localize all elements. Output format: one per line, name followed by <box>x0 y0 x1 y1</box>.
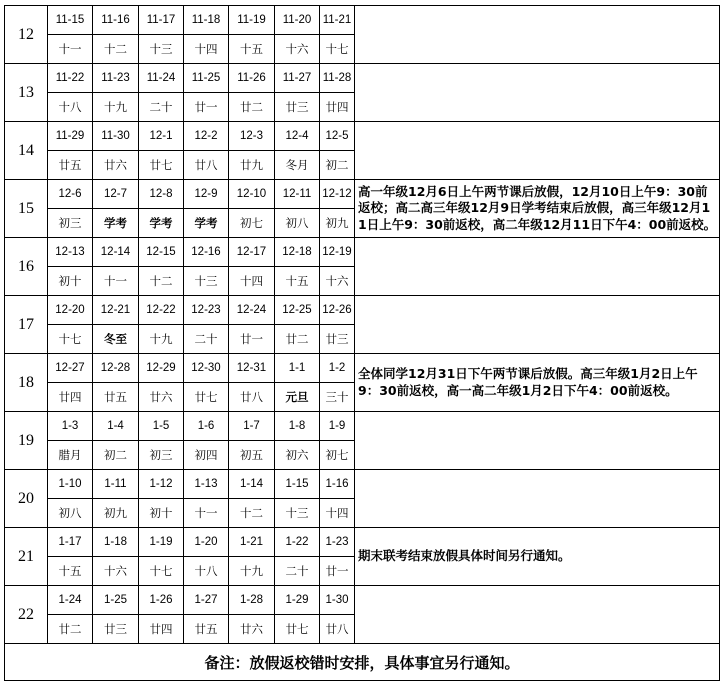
remark-cell <box>355 586 719 643</box>
remark-cell <box>355 296 719 353</box>
lunar-date-cell: 廿六 <box>139 383 183 411</box>
date-cell: 12-1 <box>139 122 183 150</box>
date-cell: 11-28 <box>320 64 354 92</box>
remark-cell: 全体同学12月31日下午两节课后放假。高三年级1月2日上午9：30前返校，高一高二年级1月2日下午4：00前返校。 <box>355 354 719 411</box>
lunar-date-cell: 十四 <box>320 499 354 527</box>
date-cell: 12-3 <box>229 122 274 150</box>
remark-cell <box>355 238 719 295</box>
date-cell: 12-5 <box>320 122 354 150</box>
remark-cell <box>355 122 719 179</box>
lunar-date-cell: 廿八 <box>229 383 274 411</box>
date-cell: 1-16 <box>320 470 354 498</box>
lunar-date-cell: 三十 <box>320 383 354 411</box>
lunar-date-cell: 初七 <box>320 441 354 469</box>
lunar-date-cell: 廿三 <box>275 93 319 121</box>
lunar-date-cell: 腊月 <box>48 441 92 469</box>
date-cell: 11-24 <box>139 64 183 92</box>
date-cell: 1-12 <box>139 470 183 498</box>
lunar-date-cell: 廿二 <box>48 615 92 643</box>
date-cell: 1-24 <box>48 586 92 614</box>
date-cell: 1-5 <box>139 412 183 440</box>
date-cell: 1-10 <box>48 470 92 498</box>
date-cell: 12-21 <box>93 296 138 324</box>
date-cell: 1-30 <box>320 586 354 614</box>
date-cell: 1-1 <box>275 354 319 382</box>
date-cell: 11-17 <box>139 6 183 34</box>
date-cell: 1-25 <box>93 586 138 614</box>
date-cell: 11-21 <box>320 6 354 34</box>
week-number: 21 <box>5 528 47 585</box>
lunar-date-cell: 初二 <box>93 441 138 469</box>
date-cell: 12-13 <box>48 238 92 266</box>
lunar-date-cell: 十一 <box>184 499 228 527</box>
date-cell: 1-13 <box>184 470 228 498</box>
lunar-date-cell: 初三 <box>139 441 183 469</box>
lunar-date-cell: 十九 <box>93 93 138 121</box>
lunar-date-cell: 十六 <box>93 557 138 585</box>
date-cell: 11-30 <box>93 122 138 150</box>
lunar-date-cell: 廿一 <box>320 557 354 585</box>
lunar-date-cell: 廿六 <box>229 615 274 643</box>
date-cell: 1-4 <box>93 412 138 440</box>
date-cell: 11-20 <box>275 6 319 34</box>
date-cell: 1-26 <box>139 586 183 614</box>
date-cell: 12-25 <box>275 296 319 324</box>
date-cell: 12-14 <box>93 238 138 266</box>
date-cell: 12-15 <box>139 238 183 266</box>
lunar-date-cell: 十七 <box>320 35 354 63</box>
date-cell: 1-11 <box>93 470 138 498</box>
date-cell: 1-9 <box>320 412 354 440</box>
date-cell: 11-18 <box>184 6 228 34</box>
lunar-date-cell: 初八 <box>275 209 319 237</box>
date-cell: 1-29 <box>275 586 319 614</box>
lunar-date-cell: 十三 <box>275 499 319 527</box>
lunar-date-cell: 二十 <box>275 557 319 585</box>
date-cell: 12-4 <box>275 122 319 150</box>
date-cell: 12-12 <box>320 180 354 208</box>
lunar-date-cell: 十七 <box>139 557 183 585</box>
lunar-date-cell: 学考 <box>139 209 183 237</box>
lunar-date-cell: 廿七 <box>275 615 319 643</box>
week-number: 19 <box>5 412 47 469</box>
date-cell: 11-26 <box>229 64 274 92</box>
date-cell: 12-27 <box>48 354 92 382</box>
lunar-date-cell: 十一 <box>48 35 92 63</box>
remark-cell <box>355 412 719 469</box>
lunar-date-cell: 廿八 <box>184 151 228 179</box>
date-cell: 1-19 <box>139 528 183 556</box>
lunar-date-cell: 初十 <box>48 267 92 295</box>
lunar-date-cell: 初二 <box>320 151 354 179</box>
date-cell: 11-29 <box>48 122 92 150</box>
remark-cell: 高一年级12月6日上午两节课后放假，12月10日上午9：30前返校；高二高三年级12月9日学考结束后放假，高三年级12月11日上午9：30前返校，高二年级12月11日下午4：00前返校。 <box>355 180 719 237</box>
lunar-date-cell: 十七 <box>48 325 92 353</box>
date-cell: 11-19 <box>229 6 274 34</box>
date-cell: 1-2 <box>320 354 354 382</box>
date-cell: 11-22 <box>48 64 92 92</box>
date-cell: 12-10 <box>229 180 274 208</box>
lunar-date-cell: 冬月 <box>275 151 319 179</box>
date-cell: 1-23 <box>320 528 354 556</box>
date-cell: 12-22 <box>139 296 183 324</box>
lunar-date-cell: 十八 <box>184 557 228 585</box>
lunar-date-cell: 廿五 <box>184 615 228 643</box>
date-cell: 12-23 <box>184 296 228 324</box>
lunar-date-cell: 十五 <box>229 35 274 63</box>
lunar-date-cell: 学考 <box>184 209 228 237</box>
lunar-date-cell: 廿五 <box>93 383 138 411</box>
lunar-date-cell: 十六 <box>320 267 354 295</box>
date-cell: 11-27 <box>275 64 319 92</box>
lunar-date-cell: 二十 <box>139 93 183 121</box>
lunar-date-cell: 廿七 <box>184 383 228 411</box>
lunar-date-cell: 廿四 <box>320 93 354 121</box>
lunar-date-cell: 十二 <box>139 267 183 295</box>
date-cell: 1-3 <box>48 412 92 440</box>
lunar-date-cell: 廿六 <box>93 151 138 179</box>
date-cell: 12-9 <box>184 180 228 208</box>
lunar-date-cell: 初四 <box>184 441 228 469</box>
date-cell: 12-28 <box>93 354 138 382</box>
date-cell: 12-2 <box>184 122 228 150</box>
date-cell: 12-24 <box>229 296 274 324</box>
date-cell: 12-31 <box>229 354 274 382</box>
date-cell: 12-11 <box>275 180 319 208</box>
date-cell: 12-29 <box>139 354 183 382</box>
lunar-date-cell: 十二 <box>229 499 274 527</box>
lunar-date-cell: 廿一 <box>184 93 228 121</box>
week-number: 12 <box>5 6 47 63</box>
lunar-date-cell: 廿一 <box>229 325 274 353</box>
lunar-date-cell: 廿四 <box>139 615 183 643</box>
week-number: 16 <box>5 238 47 295</box>
date-cell: 1-14 <box>229 470 274 498</box>
footer-note: 备注：放假返校错时安排，具体事宜另行通知。 <box>5 644 719 680</box>
date-cell: 1-18 <box>93 528 138 556</box>
date-cell: 1-20 <box>184 528 228 556</box>
remark-cell <box>355 470 719 527</box>
lunar-date-cell: 初六 <box>275 441 319 469</box>
lunar-date-cell: 十三 <box>139 35 183 63</box>
week-number: 20 <box>5 470 47 527</box>
lunar-date-cell: 学考 <box>93 209 138 237</box>
lunar-date-cell: 十六 <box>275 35 319 63</box>
lunar-date-cell: 廿八 <box>320 615 354 643</box>
date-cell: 11-25 <box>184 64 228 92</box>
date-cell: 12-8 <box>139 180 183 208</box>
week-number: 14 <box>5 122 47 179</box>
date-cell: 1-21 <box>229 528 274 556</box>
date-cell: 1-17 <box>48 528 92 556</box>
remark-cell: 期末联考结束放假具体时间另行通知。 <box>355 528 719 585</box>
lunar-date-cell: 十二 <box>93 35 138 63</box>
lunar-date-cell: 廿九 <box>229 151 274 179</box>
date-cell: 1-15 <box>275 470 319 498</box>
date-cell: 11-23 <box>93 64 138 92</box>
lunar-date-cell: 十四 <box>184 35 228 63</box>
schedule-table <box>4 5 720 681</box>
lunar-date-cell: 廿五 <box>48 151 92 179</box>
week-number: 15 <box>5 180 47 237</box>
lunar-date-cell: 廿三 <box>320 325 354 353</box>
date-cell: 12-7 <box>93 180 138 208</box>
remark-cell <box>355 6 719 63</box>
date-cell: 1-6 <box>184 412 228 440</box>
date-cell: 1-27 <box>184 586 228 614</box>
date-cell: 12-19 <box>320 238 354 266</box>
lunar-date-cell: 十四 <box>229 267 274 295</box>
date-cell: 12-16 <box>184 238 228 266</box>
lunar-date-cell: 十八 <box>48 93 92 121</box>
date-cell: 1-7 <box>229 412 274 440</box>
lunar-date-cell: 十三 <box>184 267 228 295</box>
date-cell: 1-22 <box>275 528 319 556</box>
week-number: 22 <box>5 586 47 643</box>
lunar-date-cell: 十一 <box>93 267 138 295</box>
date-cell: 12-26 <box>320 296 354 324</box>
lunar-date-cell: 初十 <box>139 499 183 527</box>
lunar-date-cell: 二十 <box>184 325 228 353</box>
lunar-date-cell: 元旦 <box>275 383 319 411</box>
lunar-date-cell: 冬至 <box>93 325 138 353</box>
lunar-date-cell: 十九 <box>139 325 183 353</box>
date-cell: 11-15 <box>48 6 92 34</box>
remark-cell <box>355 64 719 121</box>
week-number: 13 <box>5 64 47 121</box>
date-cell: 11-16 <box>93 6 138 34</box>
lunar-date-cell: 廿二 <box>229 93 274 121</box>
lunar-date-cell: 初八 <box>48 499 92 527</box>
date-cell: 12-20 <box>48 296 92 324</box>
lunar-date-cell: 廿三 <box>93 615 138 643</box>
lunar-date-cell: 初七 <box>229 209 274 237</box>
lunar-date-cell: 初九 <box>93 499 138 527</box>
lunar-date-cell: 十五 <box>275 267 319 295</box>
week-number: 18 <box>5 354 47 411</box>
lunar-date-cell: 初九 <box>320 209 354 237</box>
date-cell: 12-17 <box>229 238 274 266</box>
lunar-date-cell: 廿二 <box>275 325 319 353</box>
week-number: 17 <box>5 296 47 353</box>
lunar-date-cell: 初五 <box>229 441 274 469</box>
lunar-date-cell: 初三 <box>48 209 92 237</box>
lunar-date-cell: 廿七 <box>139 151 183 179</box>
lunar-date-cell: 十九 <box>229 557 274 585</box>
lunar-date-cell: 十五 <box>48 557 92 585</box>
date-cell: 1-28 <box>229 586 274 614</box>
date-cell: 12-30 <box>184 354 228 382</box>
date-cell: 12-18 <box>275 238 319 266</box>
date-cell: 12-6 <box>48 180 92 208</box>
lunar-date-cell: 廿四 <box>48 383 92 411</box>
date-cell: 1-8 <box>275 412 319 440</box>
